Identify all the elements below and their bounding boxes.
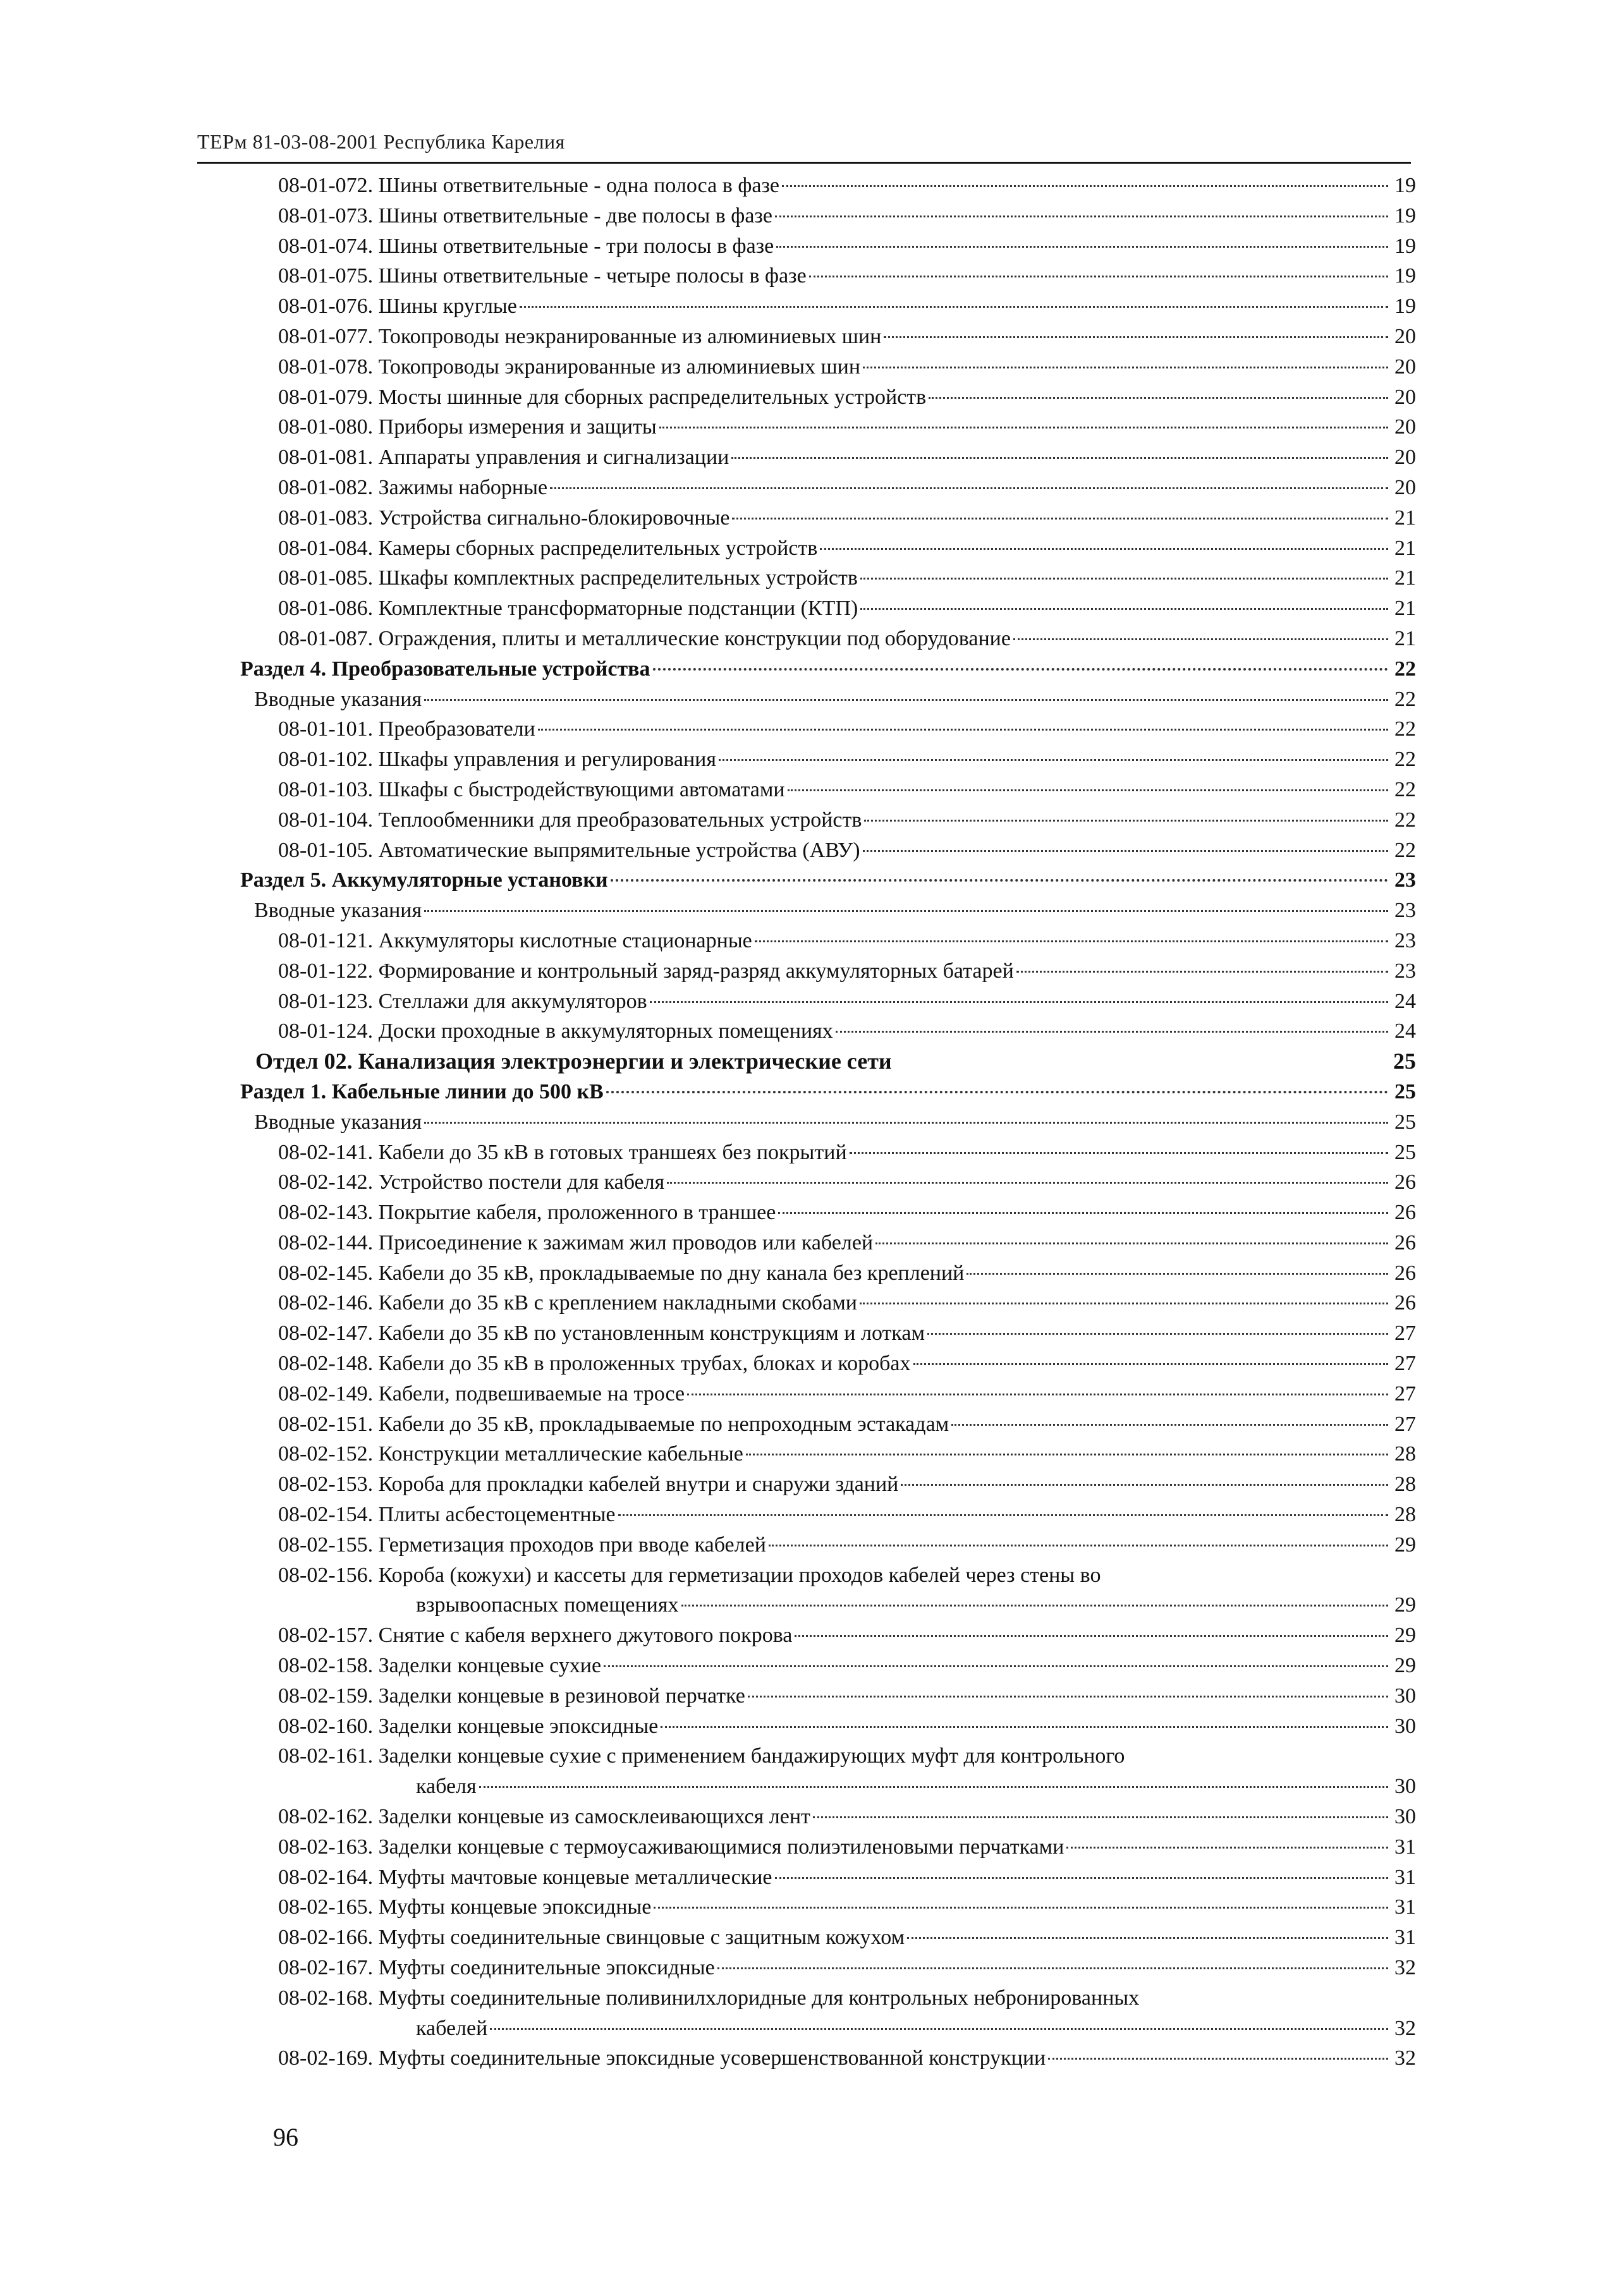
toc-entry-label: 08-02-168. Муфты соединительные поливинилхлоридные для контрольных небронированных [278, 1986, 1140, 2010]
toc-entry-label: 08-01-103. Шкафы с быстродействующими автоматами [278, 777, 785, 801]
toc-entry-label: 08-02-169. Муфты соединительные эпоксидные усовершенствованной конструкции [278, 2046, 1046, 2070]
toc-dot-leader [667, 1182, 1388, 1184]
toc-intro-entry [240, 1107, 1416, 1138]
toc-entry-page: 28 [1394, 1473, 1416, 1497]
toc-entry [240, 624, 1416, 654]
toc-entry-page: 19 [1394, 264, 1416, 288]
toc-entry-label: 08-02-158. Заделки концевые сухие [278, 1654, 602, 1678]
toc-entry-label: Вводные указания [254, 687, 422, 711]
toc-entry-label: 08-02-142. Устройство постели для кабеля [278, 1170, 665, 1194]
toc-entry-label: 08-02-167. Муфты соединительные эпоксидные [278, 1956, 715, 1980]
toc-intro-entry [240, 896, 1416, 926]
toc-dot-leader [860, 1303, 1388, 1304]
header-rule [197, 162, 1411, 164]
toc-entry-label: 08-01-081. Аппараты управления и сигнализации [278, 446, 729, 470]
toc-entry-label: Раздел 4. Преобразовательные устройства [240, 657, 650, 681]
toc-dot-leader [863, 367, 1388, 368]
toc-entry-label: 08-01-105. Автоматические выпрямительные устройства (АВУ) [278, 838, 860, 862]
toc-dot-leader [775, 216, 1388, 217]
toc-entry-label: 08-02-153. Короба для прокладки кабелей внутри и снаружи зданий [278, 1473, 899, 1497]
toc-entry-continuation [240, 2014, 1416, 2044]
toc-dot-leader [424, 699, 1388, 701]
toc-entry-label: 08-02-143. Покрытие кабеля, проложенного в траншее [278, 1201, 776, 1225]
toc-dot-leader [913, 1363, 1388, 1365]
toc-entry-page: 19 [1394, 234, 1416, 258]
toc-dot-leader [681, 1605, 1388, 1607]
toc-entry-label-cont: кабеля [416, 1775, 477, 1799]
toc-entry-label: 08-01-102. Шкафы управления и регулирования [278, 748, 717, 772]
toc-entry [240, 1409, 1416, 1440]
toc-entry-page: 26 [1394, 1261, 1416, 1285]
toc-entry-page: 25 [1394, 1110, 1416, 1134]
toc-entry-label: 08-01-086. Комплектные трансформаторные подстанции (КТП) [278, 597, 858, 621]
toc-dot-leader [520, 306, 1388, 308]
toc-entry [240, 1711, 1416, 1742]
toc-entry-page: 30 [1394, 1805, 1416, 1829]
toc-dot-leader [490, 2028, 1388, 2030]
toc-entry-label: 08-01-073. Шины ответвительные - две полосы в фазе [278, 203, 772, 228]
toc-entry-page: 31 [1394, 1926, 1416, 1950]
toc-entry-page: 22 [1394, 748, 1416, 772]
toc-dot-leader [746, 1454, 1388, 1455]
toc-entry-page: 26 [1394, 1201, 1416, 1225]
toc-entry-page: 29 [1394, 1593, 1416, 1617]
toc-entry-label: 08-02-163. Заделки концевые с термоусаживающимися полиэтиленовыми перчатками [278, 1835, 1064, 1859]
toc-dot-leader [719, 759, 1388, 761]
toc-dot-leader [424, 910, 1388, 912]
toc-dot-leader [901, 1484, 1388, 1486]
toc-dot-leader [860, 608, 1388, 610]
toc-entry [240, 1862, 1416, 1893]
toc-entry-page: 29 [1394, 1533, 1416, 1557]
toc-entry-page: 29 [1394, 1624, 1416, 1648]
toc-entry-label: 08-02-161. Заделки концевые сухие с применением бандажирующих муфт для контрольного [278, 1744, 1125, 1768]
toc-entry [240, 1651, 1416, 1681]
toc-entry-page: 24 [1394, 989, 1416, 1013]
toc-entry-label: 08-02-164. Муфты мачтовые концевые металлические [278, 1865, 772, 1889]
toc-entry-page: 32 [1394, 1956, 1416, 1980]
toc-dot-leader [604, 1665, 1388, 1667]
toc-entry-page: 20 [1394, 446, 1416, 470]
toc-entry-label: 08-01-123. Стеллажи для аккумуляторов [278, 989, 647, 1013]
toc-entry-label: 08-02-148. Кабели до 35 кВ в проложенных трубах, блоках и коробах [278, 1352, 911, 1376]
toc-entry [240, 533, 1416, 564]
toc-entry-page: 21 [1394, 506, 1416, 530]
toc-dot-leader [967, 1273, 1388, 1275]
toc-entry-page: 24 [1394, 1019, 1416, 1043]
toc-entry [240, 1681, 1416, 1711]
toc-entry-continuation [240, 1771, 1416, 1802]
toc-entry-page: 20 [1394, 355, 1416, 379]
toc-dot-leader [1066, 1847, 1388, 1849]
toc-dot-leader [775, 1877, 1388, 1879]
toc-dot-leader [782, 185, 1388, 187]
toc-entry-label: 08-01-076. Шины круглые [278, 295, 517, 319]
toc-entry-label: 08-02-166. Муфты соединительные свинцовые с защитным кожухом [278, 1926, 905, 1950]
toc-entry [240, 261, 1416, 291]
toc-entry-page: 23 [1394, 928, 1416, 952]
toc-dot-leader [479, 1786, 1388, 1788]
toc-entry [240, 171, 1416, 201]
toc-entry-label: 08-02-152. Конструкции металлические кабельные [278, 1442, 743, 1466]
toc-dot-leader [653, 668, 1388, 671]
toc-dot-leader [929, 397, 1388, 399]
toc-dot-leader [717, 1967, 1388, 1969]
toc-entry-label: 08-02-154. Плиты асбестоцементные [278, 1503, 616, 1527]
toc-entry [240, 1258, 1416, 1289]
toc-entry [240, 805, 1416, 835]
toc-entry-label: Раздел 5. Аккумуляторные установки [240, 868, 608, 892]
toc-dot-leader [755, 940, 1388, 942]
toc-entry-page: 29 [1394, 1654, 1416, 1678]
toc-entry-label: 08-01-104. Теплообменники для преобразовательных устройств [278, 808, 862, 832]
toc-entry [240, 1802, 1416, 1832]
toc-entry-page: 22 [1394, 838, 1416, 862]
toc-entry-label: 08-01-101. Преобразователи [278, 717, 535, 741]
toc-entry-label: 08-02-147. Кабели до 35 кВ по установленным конструкциям и лоткам [278, 1321, 925, 1345]
toc-entry-page: 19 [1394, 174, 1416, 197]
toc-entry [240, 987, 1416, 1017]
toc-entry [240, 1530, 1416, 1560]
toc-dot-leader [769, 1545, 1388, 1546]
toc-entry [240, 1892, 1416, 1922]
toc-dot-leader [538, 729, 1388, 731]
toc-entry [240, 1198, 1416, 1228]
toc-dot-leader [424, 1122, 1388, 1124]
toc-entry [240, 1469, 1416, 1500]
toc-entry [240, 775, 1416, 805]
toc-entry [240, 442, 1416, 473]
toc-dot-leader [1016, 971, 1388, 973]
toc-entry-page: 22 [1394, 687, 1416, 711]
toc-entry [240, 231, 1416, 262]
toc-entry-page: 21 [1394, 536, 1416, 560]
toc-entry-label: 08-02-159. Заделки концевые в резиновой перчатке [278, 1684, 745, 1708]
toc-dot-leader [951, 1424, 1388, 1426]
toc-entry-page: 23 [1394, 868, 1416, 892]
toc-entry [240, 1500, 1416, 1530]
toc-dot-leader [650, 1001, 1388, 1003]
toc-entry-page: 21 [1394, 597, 1416, 621]
toc-entry-label: 08-01-124. Доски проходные в аккумуляторных помещениях [278, 1019, 833, 1043]
toc-entry-page: 23 [1394, 959, 1416, 983]
toc-entry-page: 28 [1394, 1442, 1416, 1466]
toc-entry [240, 1167, 1416, 1198]
toc-dot-leader [809, 276, 1388, 277]
toc-entry-label: 08-02-162. Заделки концевые из самосклеивающихся лент [278, 1805, 810, 1829]
toc-entry-page: 27 [1394, 1412, 1416, 1436]
toc-entry-page: 21 [1394, 626, 1416, 650]
toc-entry-label: 08-01-121. Аккумуляторы кислотные стационарные [278, 928, 752, 952]
toc-entry [240, 201, 1416, 231]
toc-entry-label: 08-01-075. Шины ответвительные - четыре полосы в фазе [278, 264, 807, 288]
toc-entry-label: 08-01-082. Зажимы наборные [278, 475, 548, 499]
toc-dot-leader [864, 820, 1388, 822]
toc-entry [240, 714, 1416, 744]
toc-section-heading [240, 865, 1416, 896]
toc-entry-label: 08-02-156. Короба (кожухи) и кассеты для герметизации проходов кабелей через стены во [278, 1563, 1101, 1587]
toc-entry-label: 08-02-165. Муфты концевые эпоксидные [278, 1895, 652, 1919]
toc-entry-page: 22 [1394, 808, 1416, 832]
toc-section-heading [240, 1077, 1416, 1107]
toc-dot-leader [1013, 638, 1388, 640]
toc-entry-label: 08-01-077. Токопроводы неэкранированные из алюминиевых шин [278, 324, 882, 348]
toc-dot-leader [732, 518, 1388, 519]
toc-entry [240, 1349, 1416, 1379]
toc-entry-label: 08-01-087. Ограждения, плиты и металлические конструкции под оборудование [278, 626, 1011, 650]
toc-entry-page: 23 [1394, 899, 1416, 923]
toc-entry-label: 08-02-144. Присоединение к зажимам жил проводов или кабелей [278, 1230, 874, 1254]
toc-dot-leader [927, 1333, 1388, 1335]
toc-entry-label: 08-01-083. Устройства сигнально-блокировочные [278, 506, 730, 530]
toc-dot-leader [836, 1031, 1388, 1033]
toc-dot-leader [659, 427, 1388, 428]
toc-entry-page: 32 [1394, 2046, 1416, 2070]
toc-entry-page: 21 [1394, 566, 1416, 590]
toc-entry [240, 956, 1416, 987]
toc-intro-entry [240, 684, 1416, 715]
toc-entry-page: 19 [1394, 295, 1416, 319]
toc-entry-label: 08-01-080. Приборы измерения и защиты [278, 415, 657, 439]
toc-dot-leader [875, 1242, 1388, 1244]
toc-entry-label: 08-02-160. Заделки концевые эпоксидные [278, 1714, 659, 1738]
page-number: 96 [273, 2123, 298, 2151]
toc-dot-leader [550, 487, 1388, 489]
toc-entry-page: 27 [1394, 1382, 1416, 1406]
toc-entry [240, 1922, 1416, 1953]
toc-entry-label-cont: кабелей [416, 2016, 488, 2040]
toc-entry [240, 1620, 1416, 1651]
toc-entry [240, 563, 1416, 593]
toc-entry [240, 1560, 1416, 1591]
toc-dot-leader [820, 548, 1388, 550]
toc-entry-label: 08-01-122. Формирование и контрольный заряд-разряд аккумуляторных батарей [278, 959, 1014, 983]
toc-entry [240, 2043, 1416, 2074]
toc-entry-page: 20 [1394, 415, 1416, 439]
toc-entry-label: 08-01-085. Шкафы комплектных распределительных устройств [278, 566, 858, 590]
toc-entry-page: 26 [1394, 1170, 1416, 1194]
toc-entry-label: 08-02-146. Кабели до 35 кВ с креплением накладными скобами [278, 1291, 857, 1315]
toc-dot-leader [611, 879, 1388, 882]
toc-entry-label: 08-01-084. Камеры сборных распределительных устройств [278, 536, 818, 560]
toc-entry [240, 1439, 1416, 1469]
toc-entry [240, 1016, 1416, 1047]
toc-entry [240, 322, 1416, 352]
toc-entry-label-cont: взрывоопасных помещениях [416, 1593, 679, 1617]
toc-entry [240, 835, 1416, 866]
toc-dot-leader [860, 578, 1388, 580]
toc-entry-label: 08-02-151. Кабели до 35 кВ, прокладываемые по непроходным эстакадам [278, 1412, 949, 1436]
toc-entry-label: Вводные указания [254, 1110, 422, 1134]
toc-entry-page: 30 [1394, 1775, 1416, 1799]
toc-entry-label: Вводные указания [254, 899, 422, 923]
toc-entry [240, 503, 1416, 533]
toc-entry-page: 20 [1394, 475, 1416, 499]
toc-entry-page: 22 [1394, 777, 1416, 801]
toc-entry [240, 1832, 1416, 1862]
toc-dot-leader [618, 1514, 1388, 1516]
toc-dot-leader [748, 1696, 1388, 1698]
toc-entry [240, 1983, 1416, 2014]
toc-entry [240, 1379, 1416, 1409]
toc-entry [240, 1953, 1416, 1983]
toc-dot-leader [776, 246, 1388, 248]
toc-entry [240, 926, 1416, 956]
toc-dot-leader [813, 1816, 1388, 1818]
toc-entry [240, 1318, 1416, 1349]
toc-department-heading [240, 1047, 1416, 1077]
toc-dot-leader [731, 457, 1388, 459]
toc-entry-label: 08-01-078. Токопроводы экранированные из алюминиевых шин [278, 355, 861, 379]
toc-entry [240, 352, 1416, 382]
toc-section-heading [240, 654, 1416, 684]
toc-entry-label: 08-01-072. Шины ответвительные - одна полоса в фазе [278, 174, 779, 197]
toc-dot-leader [687, 1394, 1388, 1395]
toc-dot-leader [1048, 2058, 1388, 2060]
toc-entry-page: 27 [1394, 1321, 1416, 1345]
toc-entry-page: 31 [1394, 1835, 1416, 1859]
toc-entry-label: 08-02-149. Кабели, подвешиваемые на тросе [278, 1382, 685, 1406]
toc-dot-leader [795, 1635, 1388, 1637]
toc-entry-page: 25 [1394, 1079, 1416, 1103]
toc-entry-page: 27 [1394, 1352, 1416, 1376]
toc-entry-page: 25 [1394, 1140, 1416, 1164]
toc-entry-continuation [240, 1590, 1416, 1620]
toc-dot-leader [788, 789, 1388, 791]
toc-entry [240, 1288, 1416, 1318]
table-of-contents [240, 171, 1416, 2074]
toc-entry-label: 08-02-145. Кабели до 35 кВ, прокладываемые по дну канала без креплений [278, 1261, 965, 1285]
toc-entry-page: 31 [1394, 1895, 1416, 1919]
toc-entry-page: 28 [1394, 1503, 1416, 1527]
toc-dot-leader [606, 1091, 1388, 1093]
running-header: ТЕРм 81-03-08-2001 Республика Карелия [197, 130, 565, 153]
toc-entry-page: 32 [1394, 2016, 1416, 2040]
toc-entry [240, 1228, 1416, 1258]
toc-entry-page: 19 [1394, 203, 1416, 228]
toc-entry [240, 382, 1416, 413]
toc-dot-leader [661, 1726, 1388, 1728]
toc-entry [240, 473, 1416, 503]
toc-entry-page: 20 [1394, 324, 1416, 348]
toc-entry-page: 30 [1394, 1714, 1416, 1738]
toc-entry-page: 26 [1394, 1291, 1416, 1315]
toc-entry [240, 1741, 1416, 1771]
toc-entry-page: 26 [1394, 1230, 1416, 1254]
toc-entry-page: 31 [1394, 1865, 1416, 1889]
toc-entry-page: 22 [1394, 657, 1416, 681]
toc-entry [240, 744, 1416, 775]
toc-entry [240, 291, 1416, 322]
toc-entry-page: 30 [1394, 1684, 1416, 1708]
toc-dot-leader [778, 1212, 1388, 1214]
toc-dot-leader [884, 336, 1388, 338]
toc-entry-label: 08-01-074. Шины ответвительные - три полосы в фазе [278, 234, 774, 258]
toc-entry-page: 25 [1393, 1048, 1416, 1074]
toc-entry-page: 20 [1394, 385, 1416, 409]
toc-dot-leader [850, 1152, 1388, 1154]
toc-entry-label: 08-02-141. Кабели до 35 кВ в готовых траншеях без покрытий [278, 1140, 847, 1164]
toc-entry-label: Раздел 1. Кабельные линии до 500 кВ [240, 1079, 604, 1103]
toc-entry [240, 593, 1416, 624]
toc-entry-label: 08-02-155. Герметизация проходов при вводе кабелей [278, 1533, 766, 1557]
toc-entry-label: 08-02-157. Снятие с кабеля верхнего джутового покрова [278, 1624, 793, 1648]
toc-dot-leader [654, 1907, 1388, 1909]
toc-entry-label: Отдел 02. Канализация электроэнергии и электрические сети [255, 1048, 892, 1074]
toc-entry-label: 08-01-079. Мосты шинные для сборных распределительных устройств [278, 385, 927, 409]
toc-entry-page: 22 [1394, 717, 1416, 741]
toc-entry [240, 1138, 1416, 1168]
toc-dot-leader [907, 1937, 1388, 1939]
toc-dot-leader [863, 850, 1388, 852]
toc-entry [240, 412, 1416, 442]
